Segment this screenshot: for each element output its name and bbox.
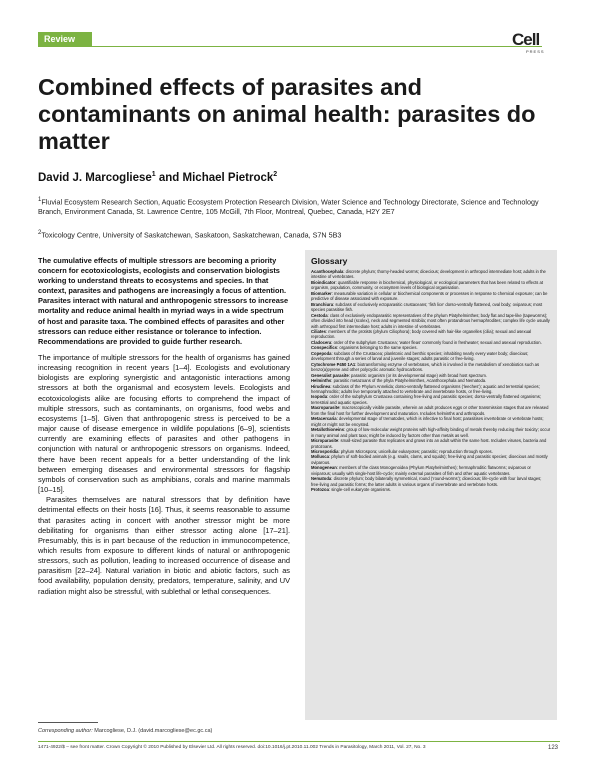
page-number: 123 [548,745,559,751]
glossary-list [311,269,551,493]
footer-text [38,745,426,750]
author-2-affiliation-mark: 2 [273,171,278,178]
glossary-entry [311,269,551,280]
glossary-term: Protozoa [311,487,329,493]
journal-logo: Cell [512,30,540,49]
glossary-box [305,250,557,720]
glossary-definition: : subclass of the Crustacea; planktonic and benthic species; inhabiting nearly every water body; dioecious; development through a series of larval and juvenile stages; adults parasitic or free-living. [311,350,529,362]
author-1: David J. Marcogliese [38,171,152,184]
glossary-entry [311,465,551,476]
glossary-definition: : subclass of the Phylum Annelida; dorso-ventrally flattened organisms (‘leeches’); aquatic and terrestrial species; hermaphroditic; adults live temporarily attached to vertebrate and invertebrate hosts, or free-living. [311,383,540,394]
glossary-definition: : subclass of exclusively ectoparasitic crustaceans; ‘fish lice’ dorso-ventrally flattened, oval body; oviparous; most species parasitise fish. [311,301,543,313]
glossary-term: Microparasite [311,438,339,444]
body-paragraph-1: The importance of multiple stressors for the health of organisms has gained increasing recognition in recent years [1–4]. Ecologists and evolutionary biologists are exploring synergistic and antagonistic interactions among stressors at both the organismal and ecosystem levels. Ecologists and ecotoxicologists alike are focusing efforts to comprehend the impact of multiple stressors, such as contaminants, on organisms, food webs and ecosystems [1–5]. Given that anthropogenic stress is perceived to be a major cause of disease emergence in wildlife populations [6–9], scientists currently are examining effects of parasites and other pathogens in conjunction with natural or anthropogenic stressors on organisms. Indeed, there have been recent appeals for a better understanding of the link between emerging diseases and environmental stressors for flagship symbols of conservation such as amphibians, corals and marine mammals [10–15]. [38,353,290,495]
glossary-entry [311,351,551,362]
glossary-term: Bioindicator [311,279,336,285]
glossary-entry [311,427,551,438]
glossary-term: Monogenean [311,465,337,471]
glossary-term: Helminths [311,378,332,384]
glossary-term: Nematoda [311,476,332,482]
glossary-definition: : class of exclusively endoparasitic representatives of the phylum Platyhelminthes; body flat and tape-like (tapeworms); often divided into head (scolex), neck and segmented strobila; most often protandrous hermaphrodites; complex life cycle usually with arthropod first intermediate host; adults in intestine of vertebrates. [311,312,550,329]
corresponding-name: Marcogliese, D.J. [92,728,137,734]
glossary-term: Macroparasite [311,405,340,411]
affiliation-2-mark: 2 [38,230,42,236]
glossary-term: Cestoda [311,312,328,318]
glossary-definition: : discrete phylum; body bilaterally symmetrical, round (‘round-worms’); dioecious; life-cycle with four larval stages; free-living and parasitic forms; the latter adults in various organs of invertebrate and vertebrate hosts. [311,476,542,487]
author-2: Michael Pietrock [182,171,274,184]
body-text [38,353,290,597]
corresponding-label: Corresponding author: [38,728,93,734]
footer-journal: Trends in Parasitology, March 2011, Vol. 27, No. 3 [319,745,426,750]
glossary-definition: : measurable variation in cellular or biochemical components or processes in response to chemical exposure; can be predictive of disease associated with exposure. [311,290,548,302]
glossary-term: Hirudinea [311,383,331,389]
glossary-definition: : quantifiable response in biochemical, physiological, or ecological parameters that has been related to effects at organism, population, community, or ecosystem levels of biological organisation. [311,279,543,291]
footnote-rule [38,722,98,723]
author-list [38,171,277,184]
glossary-title: Glossary [311,256,348,266]
glossary-term: Isopoda [311,394,328,400]
glossary-definition: : developmental stage of trematodes, which is infective to final host; parasitises invertebrate or vertebrate hosts; might or might not be encysted. [311,416,544,427]
glossary-entry [311,384,551,395]
affiliation-2-text: Toxicology Centre, University of Saskatchewan, Saskatoon, Saskatchewan, Canada, S7N 5B3 [41,230,342,240]
glossary-term: Ciliates [311,328,326,334]
body-paragraph-2: Parasites themselves are natural stressors that by definition have detrimental effects on their hosts [16]. Thus, it seems reasonable to assume that parasites acting in concert with another stressor might be more debilitating for organisms than either stressor acting alone [17–21]. Presumably, this is in part because of the reduction in immunocompetence, which results from exposure to different kinds of natural or anthropogenic stressors, such as pollution, leading to increased occurrence of disease and parasitism [22–24]. Natural variation in biotic and abiotic factors, such as food availability, population density, predators, temperature, salinity, and UV radiation might also be stressful, with sublethal or lethal consequences. [38,495,290,596]
glossary-term: Mollusca [311,454,329,460]
section-tag: Review [38,32,92,46]
journal-logo-subtext: PRESS [526,49,545,54]
footer-copyright: 1471-4922/$ – see front matter. Crown Copyright © 2010 Published by Elsevier Ltd. All rights reserved. [38,745,257,750]
glossary-entry [311,329,551,340]
glossary-definition: : biotransforming enzyme of vertebrates, which is involved in the metabolism of xenobiotics such as benzo(a)pyrene and other polycyclic aromatic hydrocarbons. [311,361,540,373]
corresponding-author [38,728,212,734]
glossary-term: Conspecifics [311,345,338,351]
glossary-term: Cytochrome P450 1A1 [311,361,356,367]
author-1-affiliation-mark: 1 [151,171,156,178]
glossary-definition: : group of low-molecular weight proteins with high-affinity binding of metals thereby reducing their toxicity; occur in many animal and plant taxa; might be induced by factors other than metals as well. [311,427,551,438]
affiliation-1-mark: 1 [38,197,42,203]
abstract: The cumulative effects of multiple stressors are becoming a priority concern for ecotoxicologists, ecologists and conservation biologists working to understand threats to ecosystems and species. In that context, parasites and pathogens are increasingly a focus of attention. Parasites interact with natural and anthropogenic stressors to increase mortality and reduce animal health in myriad ways in a wide spectrum of host and parasite taxa. The combined effects of parasites and other stressors can reduce either resistance or tolerance to infection. Recommendations are provided to guide further research. [38,256,289,346]
glossary-entry [311,416,551,427]
glossary-term: Cladocera [311,339,332,345]
glossary-definition: : small-sized parasite that replicates and grows into an adult within the same host. Includes viruses, bacteria and protozoans. [311,438,547,449]
glossary-term: Copepoda [311,350,332,356]
glossary-term: Metallothioneins [311,427,345,433]
glossary-definition: : parasitic organism (or its developmental stage) with broad host spectrum. [348,372,487,378]
glossary-term: Microsporidia [311,448,339,454]
glossary-entry [311,454,551,465]
glossary-definition: : members of the protists (phylum Ciliophora); body covered with hair-like organelles (cilia); sexual and asexual reproduction. [311,328,532,340]
glossary-entry [311,394,551,405]
glossary-definition: : single-cell eukaryote organisms. [328,487,392,493]
glossary-entry [311,302,551,313]
glossary-definition: : macroscopically visible parasite, wherein an adult produces eggs or other transmission stages that are released from the final host for further development and maturation. Includes helminths and arthropods. [311,405,549,416]
glossary-entry [311,313,551,329]
glossary-term: Generalist parasite [311,372,349,378]
glossary-term: Branchiura [311,301,334,307]
article-title: Combined effects of parasites and contaminants on animal health: parasites do matter [38,74,536,154]
glossary-definition: : phylum of soft-bodied animals (e.g. snails, clams, and squids); free-living and parasitic species; dioecious and mostly oviparous. [311,454,548,465]
glossary-definition: : organisms belonging to the same species. [337,345,418,351]
glossary-term: Acanthocephala [311,269,344,274]
affiliation-2 [38,228,560,240]
affiliation-1-text: Fluvial Ecosystem Research Section, Aquatic Ecosystem Protection Research Division, Water Science and Technology Directorate, Science and Technology Branch, Environment Canada, St. Lawrence Centre, 105 McGill, 7th Floor, Montreal, Quebec, Canada, H2Y 2E7 [38,197,539,217]
glossary-entry [311,476,551,487]
glossary-entry [311,438,551,449]
glossary-entry [311,362,551,373]
glossary-definition: : phylum Microspora; unicellular eukaryotes; parasitic; reproduction through spores. [338,448,493,454]
footer-rule [38,741,560,742]
glossary-definition: : order of the subphylum Crustacea containing free-living and parasitic species; dorso-ventrally flattened organisms; terrestrial and aquatic species. [311,394,541,405]
glossary-entry [311,405,551,416]
glossary-term: Biomarker [311,290,332,296]
glossary-entry [311,280,551,291]
glossary-term: Metacercaria [311,416,337,422]
affiliation-1 [38,195,560,217]
glossary-definition: : order of the subphylum Crustacea; ‘water fleas’ commonly found in freshwater; sexual and asexual reproduction. [331,339,542,345]
glossary-entry [311,487,551,492]
glossary-definition: : parasitic metazoans of the phyla Platyhelminthes, Acanthocephala and Nematoda. [331,378,487,384]
header-rule [38,46,542,47]
glossary-entry [311,291,551,302]
footer-doi[interactable]: doi:10.1016/j.pt.2010.11.002 [257,745,318,750]
glossary-definition: : members of the class Monogenoidea (Phylum Platyhelminthes); hermaphroditic flatworms; oviparous or viviparous; usually with single-host life-cycle; mainly external parasites of fish and other aquatic vertebrates. [311,465,531,476]
glossary-definition: : discrete phylum; thorny-headed worms; dioecious; development in arthropod intermediate host; adults in the intestine of vertebrates. [311,269,546,280]
corresponding-email[interactable]: (david.marcogliese@ec.gc.ca) [136,728,213,734]
author-conjunction: and [155,171,183,184]
